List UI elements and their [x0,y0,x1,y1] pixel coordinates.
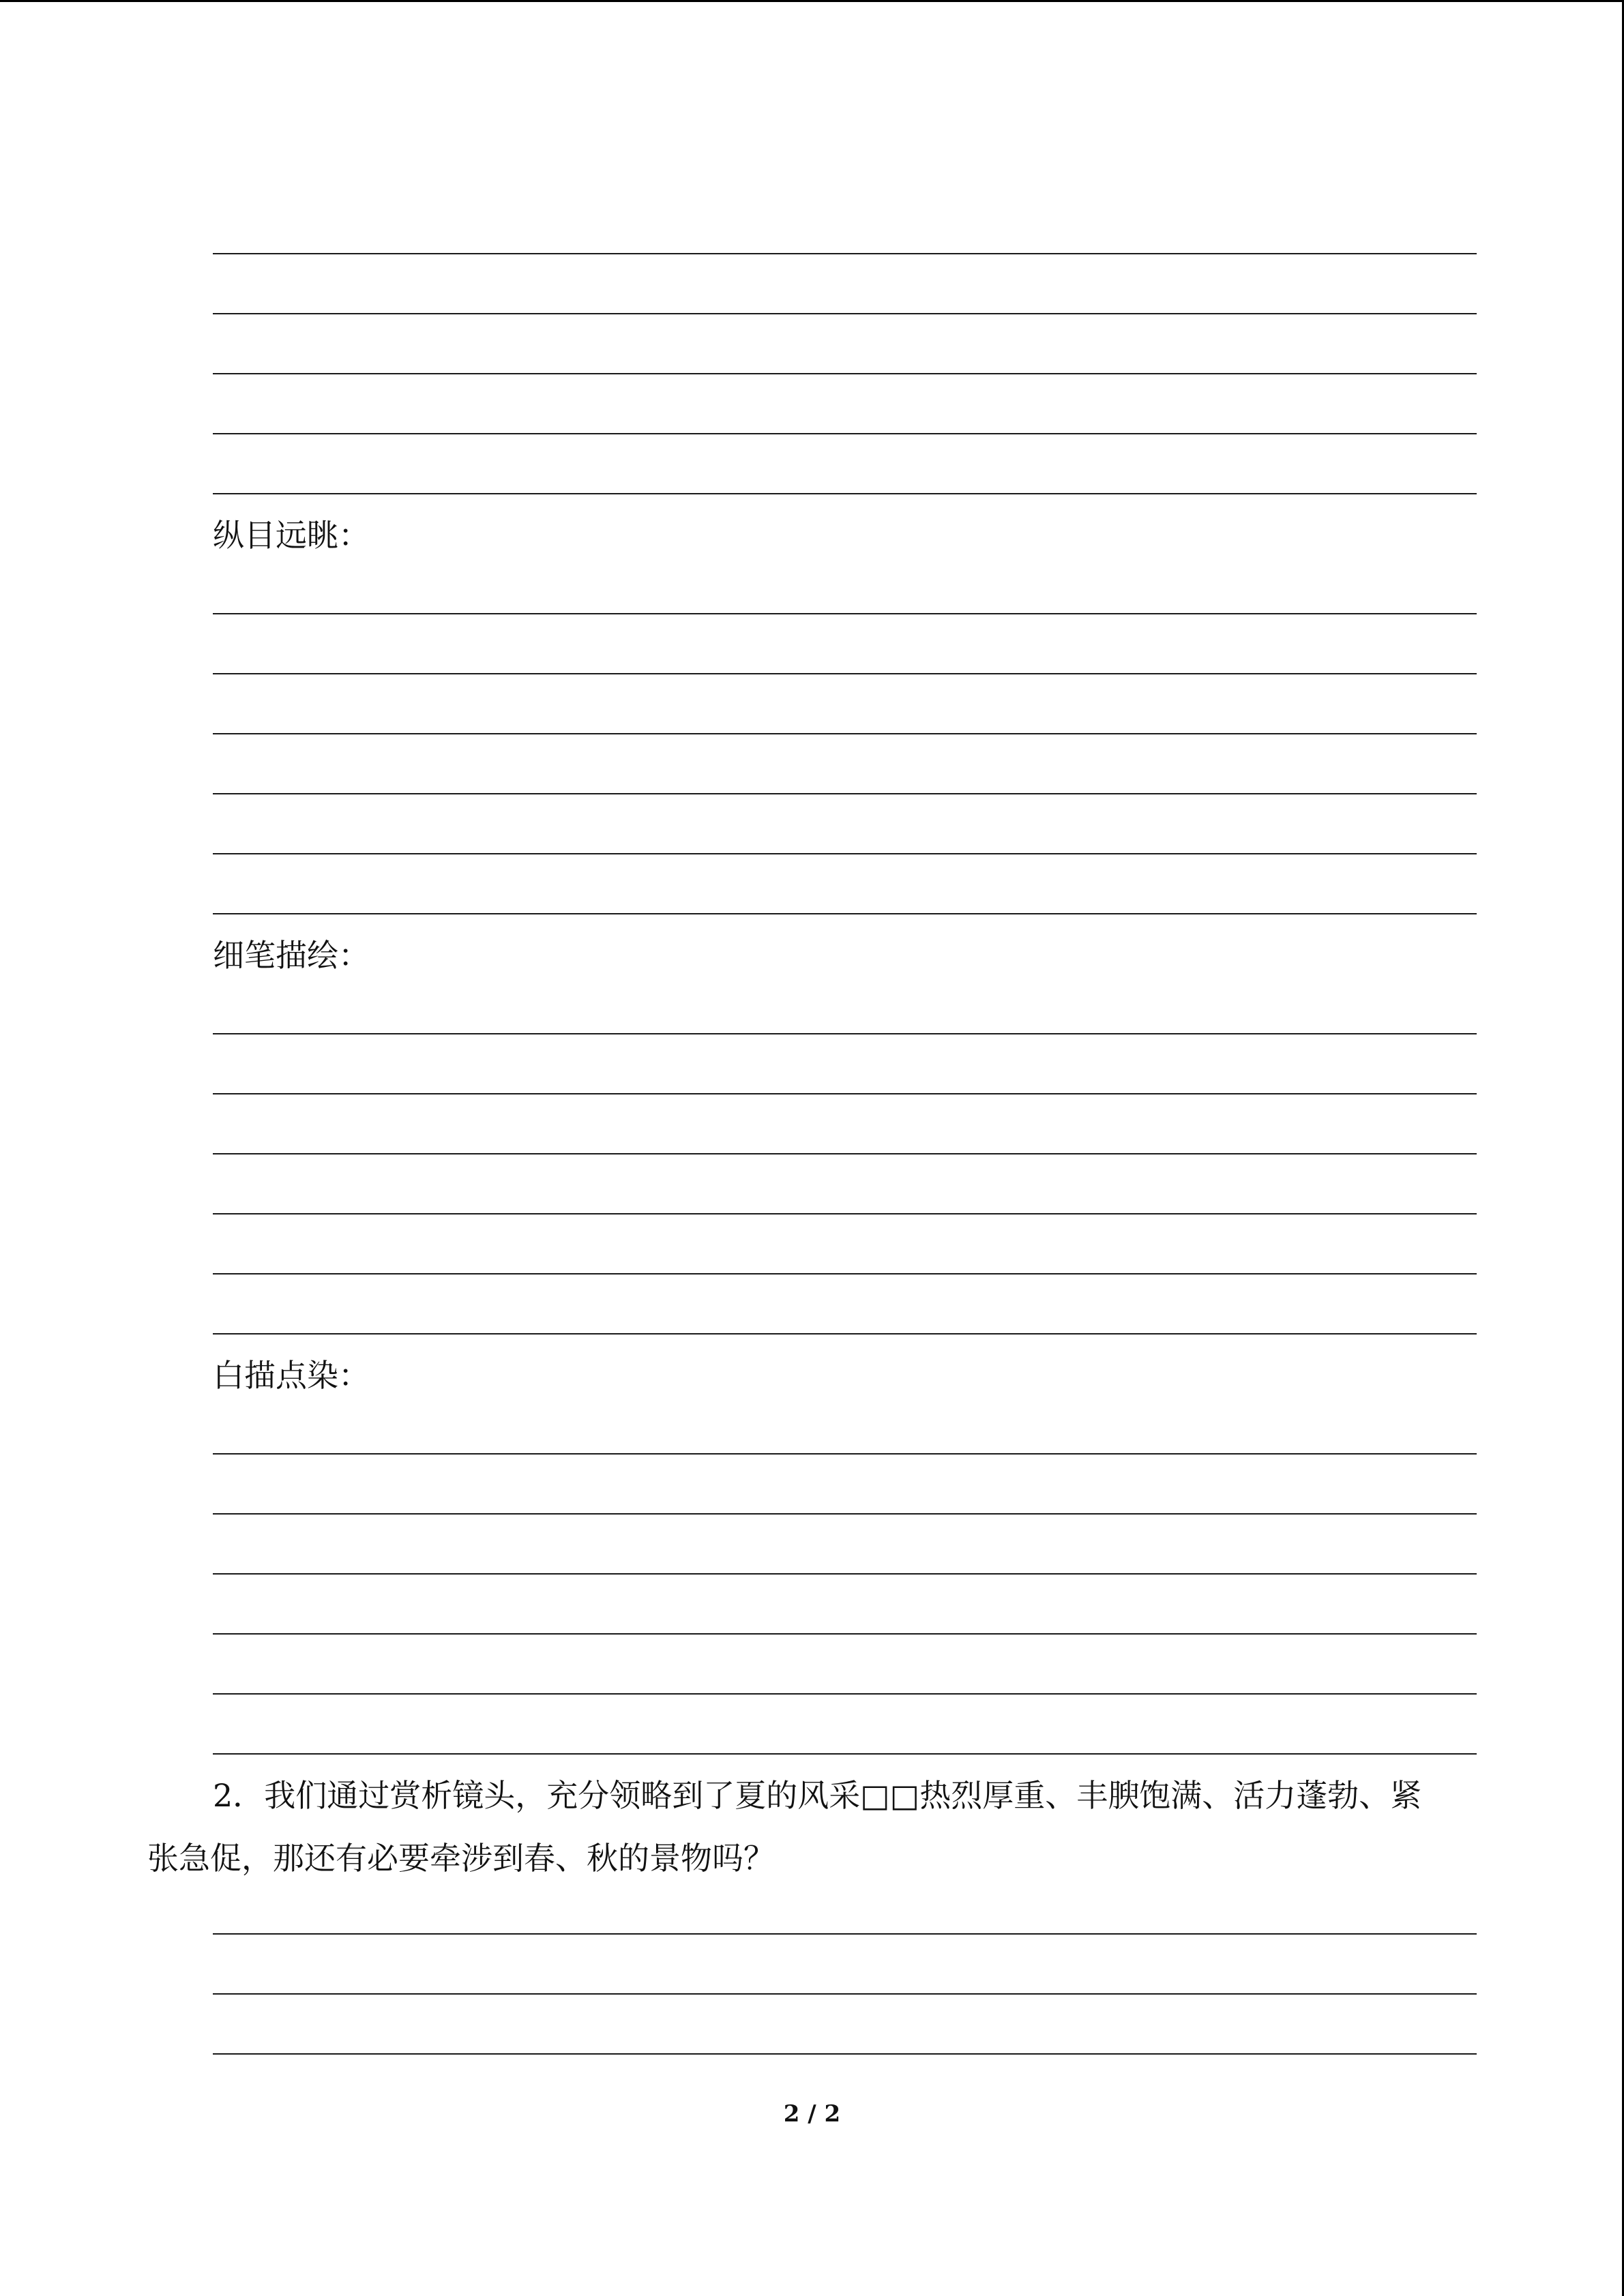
answer-line [213,733,1477,734]
answer-line [213,1453,1477,1455]
answer-line [213,1333,1477,1335]
question-2 [147,1775,1477,1879]
answer-line [213,793,1477,794]
answer-line [213,1753,1477,1755]
answer-line [213,433,1477,434]
answer-line [213,853,1477,854]
answer-line [213,1273,1477,1274]
answer-line [213,1153,1477,1154]
answer-line [213,373,1477,374]
answer-line [213,1933,1477,1935]
answer-line [213,1633,1477,1635]
answer-line [213,1573,1477,1575]
section-heading-zongmu: 纵目远眺： [213,517,370,554]
answer-line [213,253,1477,254]
answer-line [213,1093,1477,1094]
page-number: 2 / 2 [783,2100,841,2128]
answer-line [213,1693,1477,1695]
answer-line [213,1213,1477,1214]
section-heading-baimiao: 白描点染： [213,1357,370,1394]
question-2-line-2: 张急促，那还有必要牵涉到春、秋的景物吗？ [147,1840,775,1877]
answer-line [213,673,1477,674]
answer-line [213,913,1477,914]
section-heading-xibi: 细笔描绘： [213,937,370,974]
answer-line [213,1513,1477,1515]
page-top-border [0,0,1624,2]
answer-line [213,613,1477,614]
question-2-line-1: 2．我们通过赏析镜头，充分领略到了夏的风采□□热烈厚重、丰腴饱满、活力蓬勃、紧 [213,1777,1422,1814]
answer-line [213,1993,1477,1995]
answer-line [213,493,1477,494]
answer-line [213,2053,1477,2055]
answer-line [213,1033,1477,1034]
answer-line [213,313,1477,314]
